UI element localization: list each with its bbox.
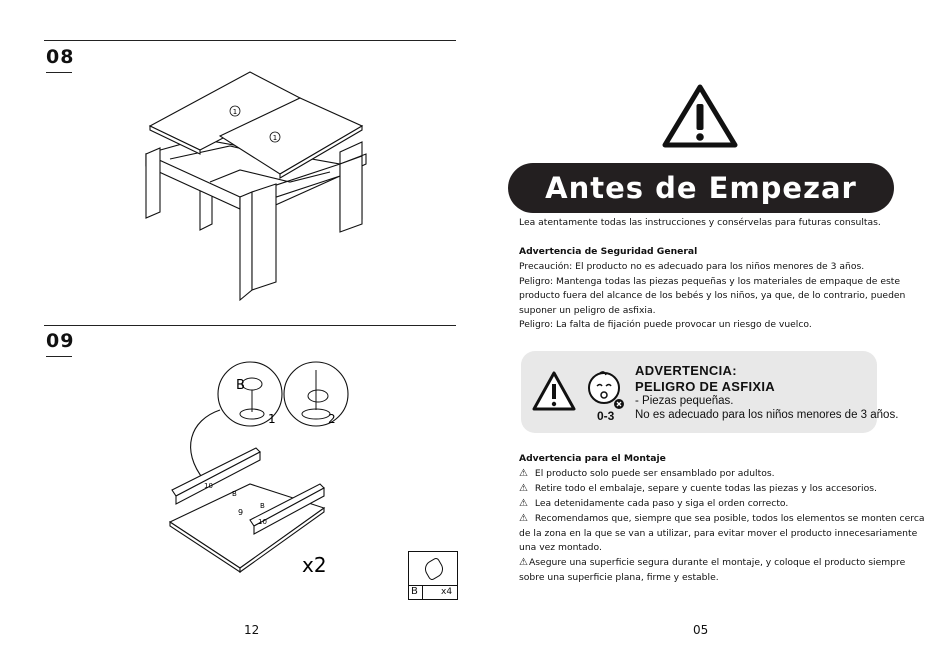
part-label: B bbox=[260, 502, 265, 510]
page-number-left: 12 bbox=[244, 623, 260, 637]
baby-face-icon bbox=[586, 370, 626, 410]
part-quantity: x4 bbox=[441, 587, 453, 597]
step-09-assembly-illustration bbox=[160, 360, 400, 590]
assembly-line: ⚠ Retire todo el embalaje, separe y cuente todas las piezas y los accesorios. bbox=[519, 482, 877, 497]
warning-icon: ⚠ bbox=[519, 513, 528, 524]
warning-line: No es adecuado para los niños menores de 3 años. bbox=[635, 409, 899, 421]
assembly-heading: Advertencia para el Montaje bbox=[519, 453, 666, 464]
page-title: Antes de Empezar bbox=[545, 171, 857, 205]
warning-triangle-small-icon bbox=[531, 370, 577, 412]
parts-box bbox=[408, 551, 458, 600]
assembly-line: una vez montado. bbox=[519, 542, 602, 554]
part-label: 9 bbox=[238, 508, 244, 517]
step-number-08: 08 bbox=[46, 46, 75, 68]
part-label: 2 bbox=[328, 412, 336, 426]
general-safety-line: producto fuera del alcance de los bebés y los niños, ya que, de lo contrario, pueden bbox=[519, 290, 906, 302]
part-code: B bbox=[411, 586, 418, 597]
part-label: B bbox=[236, 378, 245, 393]
general-safety-line: Precaución: El producto no es adecuado para los niños menores de 3 años. bbox=[519, 261, 865, 272]
cam-lock-icon bbox=[422, 557, 447, 582]
warning-icon: ⚠ bbox=[519, 468, 528, 479]
page-number-right: 05 bbox=[693, 623, 709, 637]
top-rule bbox=[44, 40, 456, 41]
warning-title: ADVERTENCIA: bbox=[635, 363, 737, 378]
warning-icon: ⚠ bbox=[519, 483, 528, 494]
assembly-line: ⚠Asegure una superficie segura durante el montaje, y coloque el producto siempre bbox=[519, 556, 905, 571]
assembly-line: sobre una superficie plana, firme y estable. bbox=[519, 571, 719, 583]
assembly-line: ⚠ El producto solo puede ser ensamblado por adultos. bbox=[519, 467, 775, 482]
general-safety-line: Peligro: Mantenga todas las piezas pequeñas y los materiales de empaque de este bbox=[519, 275, 901, 287]
part-label: 10 bbox=[258, 518, 267, 526]
middle-rule bbox=[44, 325, 456, 326]
warning-line: - Piezas pequeñas. bbox=[635, 395, 734, 407]
part-label: 1 bbox=[268, 412, 276, 426]
age-label: 0-3 bbox=[597, 409, 615, 423]
assembly-line: de la zona en la que se van a utilizar, para evitar mover el producto innecesariamente bbox=[519, 527, 918, 539]
part-label: 1 bbox=[232, 108, 238, 116]
warning-subtitle: PELIGRO DE ASFIXIA bbox=[635, 379, 775, 394]
assembly-line: ⚠ Lea detenidamente cada paso y siga el orden correcto. bbox=[519, 497, 788, 512]
part-label: B bbox=[232, 490, 237, 498]
general-safety-line: suponer un peligro de asfixia. bbox=[519, 304, 656, 316]
intro-text: Lea atentamente todas las instrucciones y consérvelas para futuras consultas. bbox=[519, 217, 881, 228]
step-underline bbox=[46, 72, 72, 73]
warning-icon: ⚠ bbox=[519, 557, 528, 568]
part-label: 1 bbox=[272, 134, 278, 142]
step-underline bbox=[46, 356, 72, 357]
step-08-table-illustration bbox=[140, 64, 380, 304]
general-safety-line: Peligro: La falta de fijación puede provocar un riesgo de vuelco. bbox=[519, 319, 812, 331]
part-label: 10 bbox=[204, 482, 213, 490]
step-number-09: 09 bbox=[46, 330, 75, 352]
multiplier: x2 bbox=[302, 553, 327, 577]
warning-triangle-icon bbox=[662, 84, 738, 148]
warning-icon: ⚠ bbox=[519, 498, 528, 509]
general-safety-heading: Advertencia de Seguridad General bbox=[519, 246, 698, 257]
assembly-line: ⚠ Recomendamos que, siempre que sea posible, todos los elementos se monten cerca bbox=[519, 512, 925, 527]
